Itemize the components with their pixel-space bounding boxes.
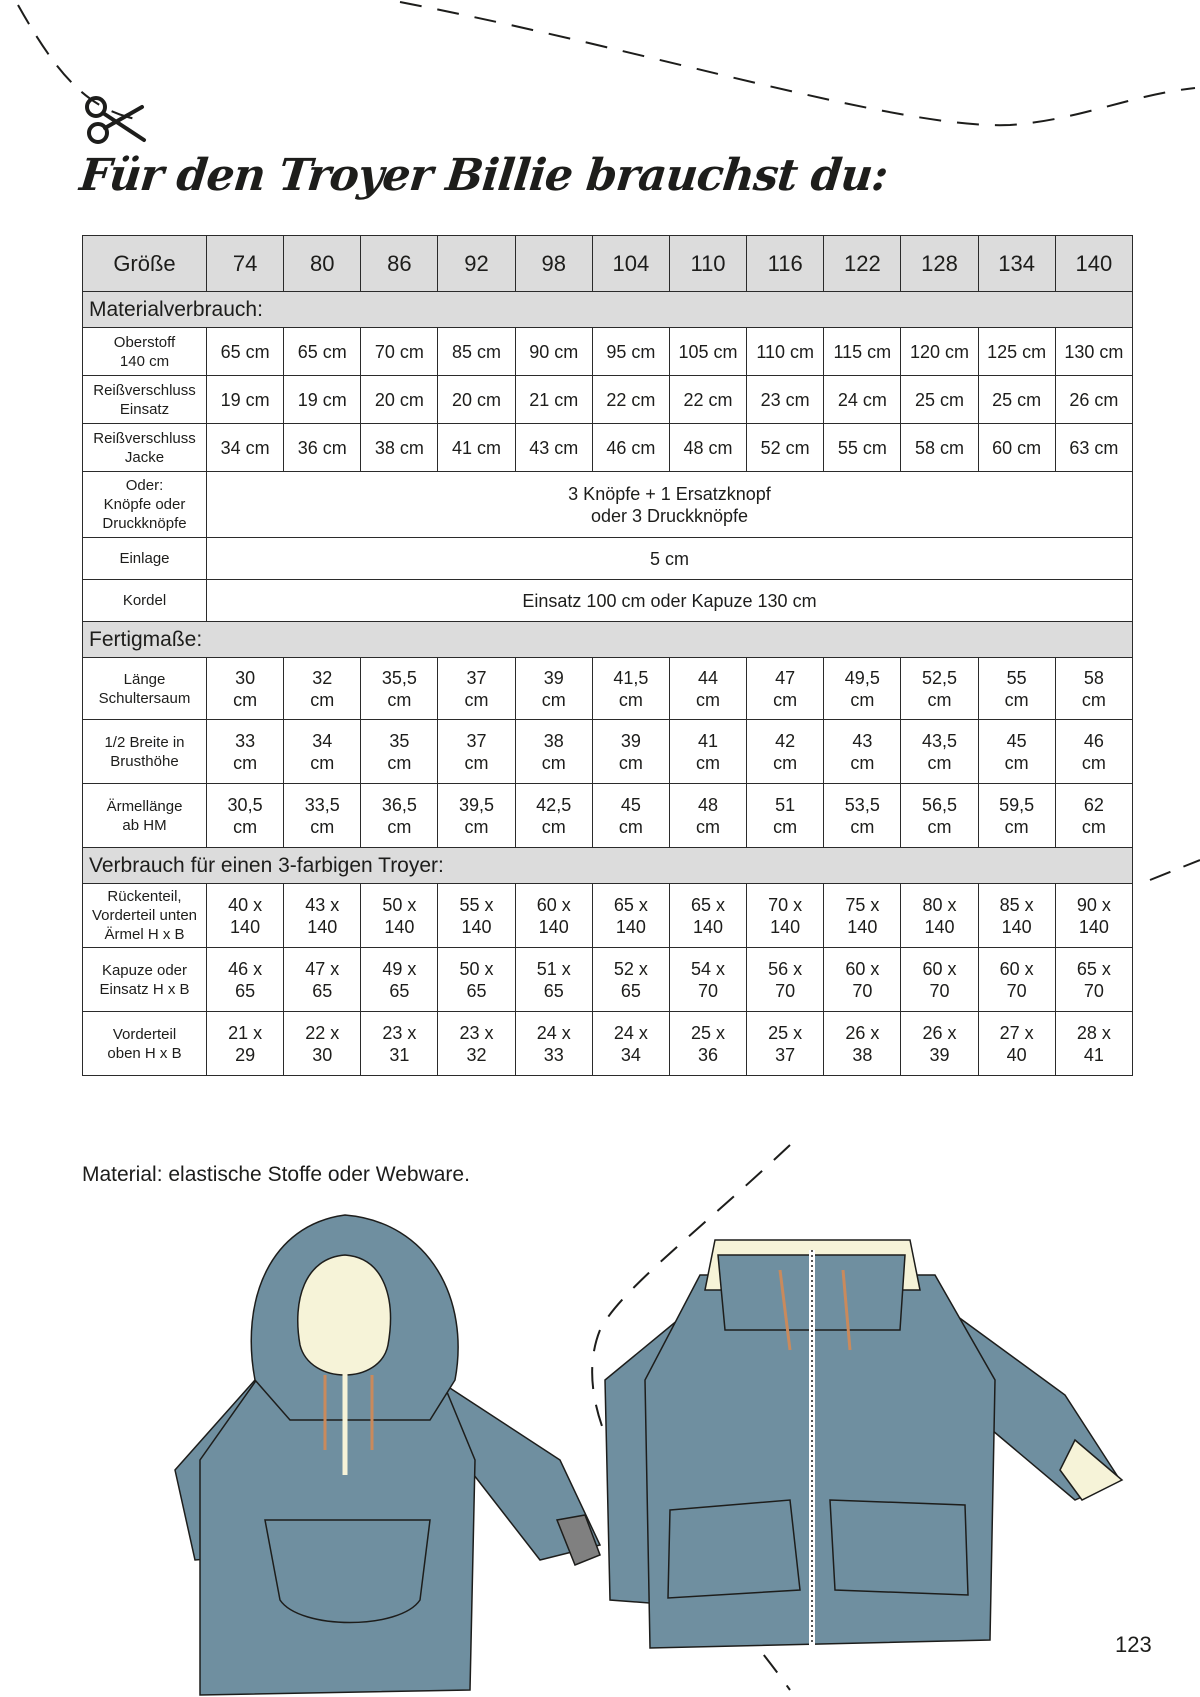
- value-cell-line: 70: [698, 980, 719, 1001]
- value-cell-line: cm: [1004, 752, 1029, 773]
- value-cell-line: cm: [464, 816, 489, 837]
- value-cell-line: cm: [464, 689, 489, 710]
- value-cell-line: cm: [1081, 752, 1106, 773]
- value-cell: 65 cm: [207, 328, 284, 376]
- value-cell-line: 51 x: [536, 958, 571, 979]
- value-cell-line: 140: [538, 916, 569, 937]
- size-header-cell: 140: [1055, 236, 1132, 292]
- page-title: Für den Troyer Billie brauchst du:: [77, 150, 890, 201]
- value-cell-line: 42: [775, 730, 796, 751]
- value-cell-line: cm: [1004, 689, 1029, 710]
- value-cell-line: cm: [1081, 816, 1106, 837]
- value-cell-line: cm: [773, 752, 798, 773]
- size-header-cell: 98: [515, 236, 592, 292]
- value-cell: 21 cm: [515, 376, 592, 424]
- row-label-line: 140 cm: [119, 352, 170, 370]
- value-cell: 70 cm: [361, 328, 438, 376]
- row-label-line: Reißverschluss: [93, 381, 196, 399]
- row-label-line: Ärmel H x B: [104, 926, 185, 943]
- value-cell-line: 37: [775, 1044, 796, 1065]
- value-cell-line: 24 x: [536, 1022, 571, 1043]
- row-label-line: Ärmellänge: [106, 797, 183, 815]
- value-cell-line: 55 x: [459, 894, 494, 915]
- value-cell: 24 cm: [824, 376, 901, 424]
- value-cell: 19 cm: [284, 376, 361, 424]
- row-label-line: Länge: [123, 670, 166, 688]
- value-cell-line: 46 x: [228, 958, 263, 979]
- size-header-cell: 122: [824, 236, 901, 292]
- row-label-line: Vorderteil: [112, 1025, 177, 1043]
- value-cell-line: 65: [312, 980, 333, 1001]
- value-cell-line: 40: [1006, 1044, 1027, 1065]
- value-cell: 25 cm: [901, 376, 978, 424]
- value-cell-line: 39: [620, 730, 641, 751]
- material-note: Material: elastische Stoffe oder Webware.: [82, 1163, 470, 1186]
- value-cell-line: cm: [541, 752, 566, 773]
- value-cell-line: cm: [618, 689, 643, 710]
- row-label-line: Oberstoff: [113, 333, 176, 351]
- value-cell-line: 32: [312, 667, 333, 688]
- row-label-line: oben H x B: [107, 1044, 182, 1062]
- row-label-line: Kordel: [122, 592, 167, 609]
- value-cell: 105 cm: [669, 328, 746, 376]
- value-cell-line: 80 x: [922, 894, 957, 915]
- value-cell-line: 140: [1001, 916, 1032, 937]
- value-cell: 55 cm: [824, 424, 901, 472]
- value-cell-line: 34: [312, 730, 333, 751]
- value-cell-line: 70: [929, 980, 950, 1001]
- value-cell-line: 52 x: [613, 958, 648, 979]
- row-label-line: Vorderteil unten: [91, 907, 198, 924]
- row-label-line: Einlage: [119, 550, 170, 567]
- value-cell-line: 31: [389, 1044, 410, 1065]
- size-header-cell: 80: [284, 236, 361, 292]
- value-cell: 60 cm: [978, 424, 1055, 472]
- value-cell-line: 26 x: [845, 1022, 880, 1043]
- value-cell-line: cm: [618, 816, 643, 837]
- value-cell-line: cm: [850, 816, 875, 837]
- value-cell: 22 cm: [592, 376, 669, 424]
- value-cell: 23 cm: [747, 376, 824, 424]
- value-cell-line: cm: [927, 816, 952, 837]
- value-cell: 19 cm: [207, 376, 284, 424]
- size-header-cell: 104: [592, 236, 669, 292]
- value-cell-line: 90 x: [1076, 894, 1111, 915]
- value-cell-line: cm: [850, 752, 875, 773]
- value-cell-line: 65: [235, 980, 256, 1001]
- value-cell-line: 33,5: [304, 794, 340, 815]
- row-label-line: Kapuze oder: [101, 961, 188, 979]
- value-cell: 115 cm: [824, 328, 901, 376]
- value-cell-line: cm: [927, 689, 952, 710]
- value-cell: 43 cm: [515, 424, 592, 472]
- value-cell-line: cm: [387, 689, 412, 710]
- value-cell-line: 32: [466, 1044, 487, 1065]
- value-cell-line: 140: [1078, 916, 1109, 937]
- row-label-line: Schultersaum: [98, 689, 191, 707]
- value-cell-line: cm: [310, 752, 335, 773]
- value-cell-line: cm: [464, 752, 489, 773]
- value-cell-line: 140: [770, 916, 801, 937]
- size-header-cell: 116: [747, 236, 824, 292]
- value-cell-line: 65 x: [691, 894, 726, 915]
- size-header-label: Größe: [83, 236, 207, 292]
- value-cell: 110 cm: [747, 328, 824, 376]
- zip-jacket-illustration: [605, 1240, 1122, 1648]
- value-cell-line: cm: [1004, 816, 1029, 837]
- value-cell-line: 41: [698, 730, 719, 751]
- value-cell-line: 22 x: [305, 1022, 340, 1043]
- value-cell-line: cm: [233, 689, 258, 710]
- size-header-cell: 74: [207, 236, 284, 292]
- value-cell: 41 cm: [438, 424, 515, 472]
- value-cell-line: 38: [543, 730, 564, 751]
- value-cell-line: 39: [543, 667, 564, 688]
- value-cell-line: 53,5: [844, 794, 880, 815]
- value-cell-line: 28 x: [1076, 1022, 1111, 1043]
- value-cell: 26 cm: [1055, 376, 1132, 424]
- value-cell: 20 cm: [438, 376, 515, 424]
- value-cell: 38 cm: [361, 424, 438, 472]
- value-cell-line: 51: [775, 794, 796, 815]
- value-cell-line: 29: [235, 1044, 256, 1065]
- value-cell-line: 48: [698, 794, 719, 815]
- value-cell: 34 cm: [207, 424, 284, 472]
- section-title: Fertigmaße:: [83, 622, 1133, 658]
- value-cell-line: 47: [775, 667, 796, 688]
- value-cell: 58 cm: [901, 424, 978, 472]
- value-cell-line: 70: [1083, 980, 1104, 1001]
- section-title: Verbrauch für einen 3-farbigen Troyer:: [83, 848, 1133, 884]
- value-cell: 95 cm: [592, 328, 669, 376]
- value-cell-line: 47 x: [305, 958, 340, 979]
- row-label-line: 1/2 Breite in: [104, 733, 185, 751]
- value-cell-line: 40 x: [228, 894, 263, 915]
- row-label-line: Knöpfe oder: [103, 496, 186, 513]
- value-cell-line: 37: [466, 730, 487, 751]
- value-cell-line: 30,5: [227, 794, 263, 815]
- value-cell-line: cm: [387, 752, 412, 773]
- value-cell: 63 cm: [1055, 424, 1132, 472]
- value-cell-line: 41: [1083, 1044, 1104, 1065]
- value-cell-line: 62: [1083, 794, 1104, 815]
- value-cell-line: 55: [1006, 667, 1027, 688]
- value-cell-line: cm: [541, 689, 566, 710]
- value-cell-line: 25 x: [768, 1022, 803, 1043]
- value-cell-line: 140: [307, 916, 338, 937]
- value-cell-line: 60 x: [922, 958, 957, 979]
- value-cell-line: 65: [466, 980, 487, 1001]
- row-label-line: Jacke: [124, 448, 165, 466]
- value-cell: 65 cm: [284, 328, 361, 376]
- value-cell-line: 30: [235, 667, 256, 688]
- value-cell-line: 75 x: [845, 894, 880, 915]
- value-cell-line: 140: [461, 916, 492, 937]
- value-cell-line: 52,5: [921, 667, 957, 688]
- value-cell-line: 27 x: [999, 1022, 1034, 1043]
- value-cell-line: 60 x: [845, 958, 880, 979]
- value-cell-line: 25 x: [691, 1022, 726, 1043]
- size-header-cell: 110: [669, 236, 746, 292]
- pullover-hood-illustration: [175, 1215, 600, 1695]
- value-cell-line: 54 x: [691, 958, 726, 979]
- value-cell-line: 23 x: [382, 1022, 417, 1043]
- value-cell-line: cm: [618, 752, 643, 773]
- value-cell-line: 65: [389, 980, 410, 1001]
- value-cell: 46 cm: [592, 424, 669, 472]
- value-cell-line: 37: [466, 667, 487, 688]
- row-label-line: Oder:: [125, 477, 164, 494]
- value-cell-line: 26 x: [922, 1022, 957, 1043]
- value-cell-line: cm: [387, 816, 412, 837]
- value-cell: 52 cm: [747, 424, 824, 472]
- value-cell-line: cm: [233, 752, 258, 773]
- value-cell-line: 33: [543, 1044, 564, 1065]
- row-label-line: Einsatz: [119, 400, 170, 418]
- page-number: 123: [1115, 1632, 1152, 1657]
- row-label-line: Einsatz H x B: [99, 980, 190, 998]
- value-cell-line: 21 x: [228, 1022, 263, 1043]
- value-cell-line: 59,5: [999, 794, 1035, 815]
- value-cell-line: 65 x: [613, 894, 648, 915]
- value-cell-line: cm: [773, 816, 798, 837]
- value-cell-line: 43,5: [921, 730, 957, 751]
- value-cell: 85 cm: [438, 328, 515, 376]
- value-cell-line: 49,5: [844, 667, 880, 688]
- size-header-cell: 134: [978, 236, 1055, 292]
- value-cell-line: cm: [850, 689, 875, 710]
- value-cell-line: 65: [543, 980, 564, 1001]
- value-cell-line: 50 x: [382, 894, 417, 915]
- value-cell-line: 45: [620, 794, 641, 815]
- value-cell-line: 56 x: [768, 958, 803, 979]
- value-cell-line: 140: [230, 916, 261, 937]
- value-cell-line: 56,5: [921, 794, 957, 815]
- value-cell-line: 30: [312, 1044, 333, 1065]
- size-header-cell: 86: [361, 236, 438, 292]
- value-cell-line: 46: [1083, 730, 1104, 751]
- value-cell-line: 34: [620, 1044, 641, 1065]
- value-cell-line: 45: [1006, 730, 1027, 751]
- value-cell-line: 41,5: [613, 667, 649, 688]
- value-cell-line: 36: [698, 1044, 719, 1065]
- size-header-cell: 92: [438, 236, 515, 292]
- value-cell-line: 33: [235, 730, 256, 751]
- value-cell-line: cm: [773, 689, 798, 710]
- merged-value-line: Einsatz 100 cm oder Kapuze 130 cm: [522, 590, 817, 611]
- value-cell-line: 65: [620, 980, 641, 1001]
- value-cell-line: 60 x: [536, 894, 571, 915]
- value-cell-line: 140: [692, 916, 724, 937]
- merged-value-line: 3 Knöpfe + 1 Ersatzknopf: [568, 483, 771, 504]
- size-header-cell: 128: [901, 236, 978, 292]
- row-label-line: ab HM: [122, 816, 167, 834]
- value-cell-line: cm: [696, 816, 721, 837]
- value-cell-line: 39,5: [459, 794, 495, 815]
- row-label-line: Rückenteil,: [107, 888, 182, 905]
- value-cell-line: 44: [698, 667, 719, 688]
- value-cell-line: 140: [384, 916, 415, 937]
- value-cell: 90 cm: [515, 328, 592, 376]
- value-cell-line: cm: [233, 816, 258, 837]
- value-cell-line: 43 x: [305, 894, 340, 915]
- value-cell-line: cm: [1081, 689, 1106, 710]
- section-title: Materialverbrauch:: [83, 292, 1133, 328]
- value-cell-line: 49 x: [382, 958, 417, 979]
- value-cell-line: 42,5: [536, 794, 572, 815]
- value-cell-line: cm: [310, 689, 335, 710]
- value-cell: 130 cm: [1055, 328, 1132, 376]
- value-cell-line: 24 x: [613, 1022, 648, 1043]
- value-cell-line: cm: [696, 689, 721, 710]
- value-cell-line: 70: [852, 980, 873, 1001]
- value-cell-line: 140: [924, 916, 955, 937]
- value-cell-line: 140: [847, 916, 878, 937]
- value-cell-line: 38: [852, 1044, 873, 1065]
- value-cell: 20 cm: [361, 376, 438, 424]
- value-cell-line: 70 x: [768, 894, 803, 915]
- value-cell-line: 140: [615, 916, 646, 937]
- value-cell-line: 60 x: [999, 958, 1034, 979]
- row-label-line: Reißverschluss: [93, 429, 196, 447]
- value-cell: 120 cm: [901, 328, 978, 376]
- value-cell-line: 50 x: [459, 958, 494, 979]
- value-cell-line: 35: [389, 730, 410, 751]
- value-cell: 25 cm: [978, 376, 1055, 424]
- value-cell-line: 70: [775, 980, 796, 1001]
- value-cell-line: cm: [310, 816, 335, 837]
- value-cell: 22 cm: [669, 376, 746, 424]
- value-cell: 125 cm: [978, 328, 1055, 376]
- value-cell-line: 23 x: [459, 1022, 494, 1043]
- value-cell-line: 43: [852, 730, 873, 751]
- value-cell-line: 35,5: [381, 667, 417, 688]
- value-cell-line: 70: [1006, 980, 1027, 1001]
- merged-value-line: 5 cm: [649, 548, 689, 569]
- value-cell-line: 58: [1083, 667, 1104, 688]
- value-cell-line: cm: [541, 816, 566, 837]
- value-cell-line: cm: [696, 752, 721, 773]
- row-label-line: Druckknöpfe: [102, 515, 187, 532]
- merged-value-line: oder 3 Druckknöpfe: [590, 505, 749, 526]
- value-cell: 48 cm: [669, 424, 746, 472]
- value-cell-line: 65 x: [1076, 958, 1111, 979]
- value-cell-line: 39: [929, 1044, 950, 1065]
- row-label-line: Brusthöhe: [110, 752, 179, 770]
- value-cell: 36 cm: [284, 424, 361, 472]
- value-cell-line: 85 x: [999, 894, 1034, 915]
- value-cell-line: 36,5: [381, 794, 417, 815]
- value-cell-line: cm: [927, 752, 952, 773]
